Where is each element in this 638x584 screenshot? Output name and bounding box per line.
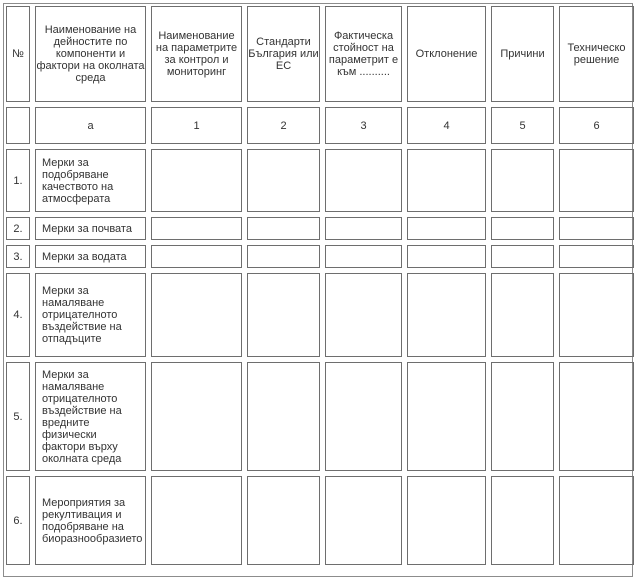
cell-standards — [247, 149, 320, 212]
cell-reasons — [491, 149, 554, 212]
cell-parameters — [151, 362, 242, 471]
cell-reasons — [491, 217, 554, 240]
row-number: 1. — [6, 149, 30, 212]
row-number: 3. — [6, 245, 30, 268]
row-label: Мерки за намаляване отрицателното въздействие на отпадъците — [35, 273, 146, 357]
table-row — [6, 245, 634, 268]
index-1: 1 — [151, 107, 242, 144]
cell-deviation — [407, 476, 486, 565]
column-index-row — [6, 107, 634, 144]
cell-deviation — [407, 149, 486, 212]
cell-deviation — [407, 245, 486, 268]
row-number: 2. — [6, 217, 30, 240]
cell-reasons — [491, 245, 554, 268]
table-row — [6, 149, 634, 212]
row-label: Мерки за почвата — [35, 217, 146, 240]
cell-technical-solution — [559, 217, 634, 240]
header-parameters: Наименование на параметрите за контрол и мониторинг — [151, 6, 242, 102]
cell-actual-value — [325, 476, 402, 565]
index-2: 2 — [247, 107, 320, 144]
header-actual-value: Фактическа стойност на параметрит е към .......... — [325, 6, 402, 102]
index-3: 3 — [325, 107, 402, 144]
cell-parameters — [151, 149, 242, 212]
cell-reasons — [491, 362, 554, 471]
cell-technical-solution — [559, 362, 634, 471]
header-technical-solution: Техническо решение — [559, 6, 634, 102]
row-label: Мероприятия за рекултивация и подобряване на биоразнообразието — [35, 476, 146, 565]
row-label: Мерки за подобряване качеството на атмосферата — [35, 149, 146, 212]
cell-parameters — [151, 245, 242, 268]
cell-reasons — [491, 273, 554, 357]
table-row — [6, 476, 634, 565]
header-standards: Стандарти България или ЕС — [247, 6, 320, 102]
header-reasons: Причини — [491, 6, 554, 102]
table-row — [6, 362, 634, 471]
cell-actual-value — [325, 149, 402, 212]
header-number: № — [6, 6, 30, 102]
row-label: Мерки за намаляване отрицателното въздействие на вредните физически фактори върху околната среда — [35, 362, 146, 471]
cell-standards — [247, 362, 320, 471]
header-row — [6, 6, 634, 102]
cell-parameters — [151, 273, 242, 357]
index-4: 4 — [407, 107, 486, 144]
index-6: 6 — [559, 107, 634, 144]
cell-actual-value — [325, 273, 402, 357]
cell-technical-solution — [559, 149, 634, 212]
row-number: 5. — [6, 362, 30, 471]
cell-technical-solution — [559, 476, 634, 565]
cell-standards — [247, 245, 320, 268]
cell-actual-value — [325, 362, 402, 471]
cell-technical-solution — [559, 273, 634, 357]
cell-deviation — [407, 217, 486, 240]
cell-reasons — [491, 476, 554, 565]
table-row — [6, 273, 634, 357]
row-number: 4. — [6, 273, 30, 357]
cell-deviation — [407, 362, 486, 471]
cell-standards — [247, 217, 320, 240]
header-deviation: Отклонение — [407, 6, 486, 102]
index-5: 5 — [491, 107, 554, 144]
cell-parameters — [151, 217, 242, 240]
table-row — [6, 217, 634, 240]
cell-technical-solution — [559, 245, 634, 268]
index-number — [6, 107, 30, 144]
measures-table — [1, 1, 638, 570]
cell-actual-value — [325, 217, 402, 240]
index-a: a — [35, 107, 146, 144]
row-label: Мерки за водата — [35, 245, 146, 268]
cell-actual-value — [325, 245, 402, 268]
cell-deviation — [407, 273, 486, 357]
header-activities: Наименование на дейностите по компоненти и фактори на околната среда — [35, 6, 146, 102]
cell-standards — [247, 273, 320, 357]
row-number: 6. — [6, 476, 30, 565]
cell-parameters — [151, 476, 242, 565]
cell-standards — [247, 476, 320, 565]
